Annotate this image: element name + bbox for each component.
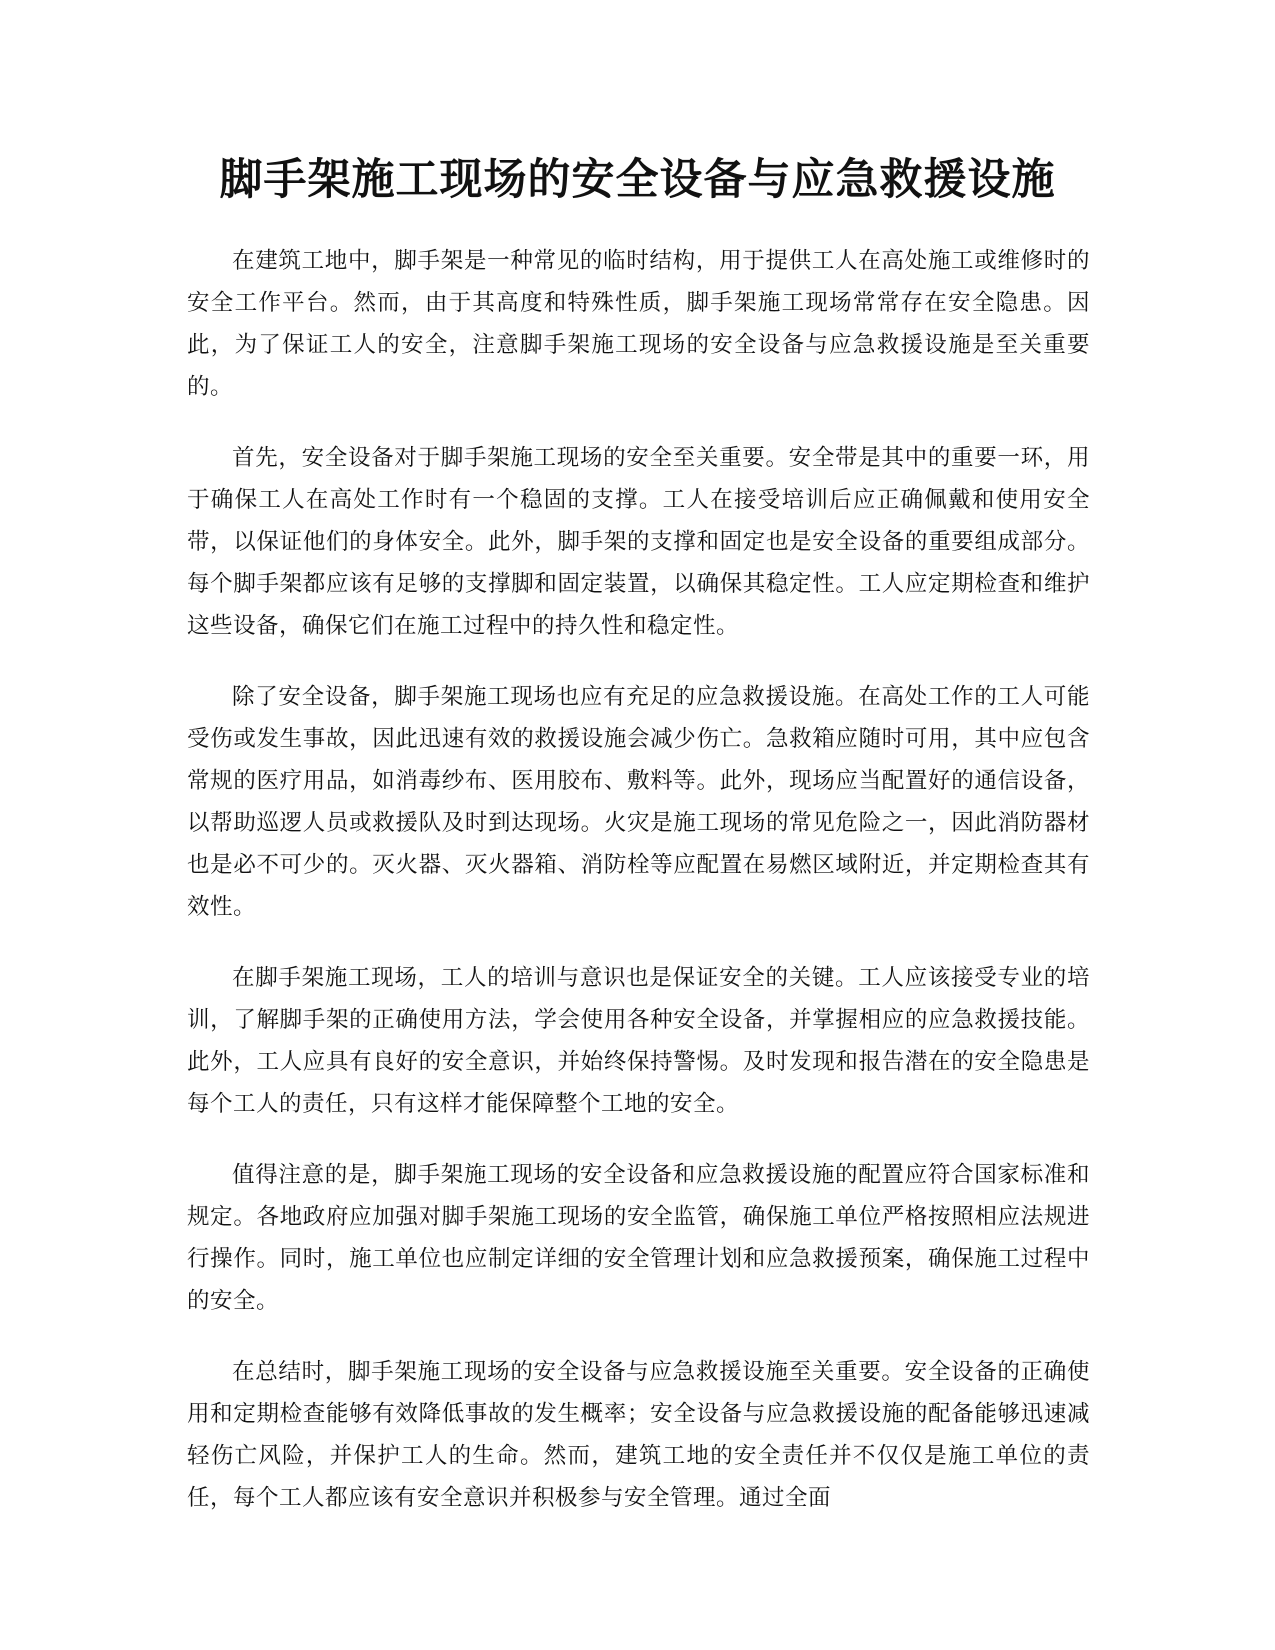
paragraph-standards-regulation: 值得注意的是，脚手架施工现场的安全设备和应急救援设施的配置应符合国家标准和规定。各地政府应加强对脚手架施工现场的安全监管，确保施工单位严格按照相应法规进行操作。同时，施工单位也应制定详细的安全管理计划和应急救援预案，确保施工过程中的安全。 <box>187 1162 1090 1314</box>
paragraph-intro: 在建筑工地中，脚手架是一种常见的临时结构，用于提供工人在高处施工或维修时的安全工作平台。然而，由于其高度和特殊性质，脚手架施工现场常常存在安全隐患。因此，为了保证工人的安全，注意脚手架施工现场的安全设备与应急救援设施是至关重要的。 <box>187 248 1090 400</box>
paragraph-emergency-facilities: 除了安全设备，脚手架施工现场也应有充足的应急救援设施。在高处工作的工人可能受伤或发生事故，因此迅速有效的救援设施会减少伤亡。急救箱应随时可用，其中应包含常规的医疗用品，如消毒纱布、医用胶布、敷料等。此外，现场应当配置好的通信设备，以帮助巡逻人员或救援队及时到达现场。火灾是施工现场的常见危险之一，因此消防器材也是必不可少的。灭火器、灭火器箱、消防栓等应配置在易燃区域附近，并定期检查其有效性。 <box>187 684 1090 920</box>
paragraph-safety-equipment: 首先，安全设备对于脚手架施工现场的安全至关重要。安全带是其中的重要一环，用于确保工人在高处工作时有一个稳固的支撑。工人在接受培训后应正确佩戴和使用安全带，以保证他们的身体安全。此外，脚手架的支撑和固定也是安全设备的重要组成部分。每个脚手架都应该有足够的支撑脚和固定装置，以确保其稳定性。工人应定期检查和维护这些设备，确保它们在施工过程中的持久性和稳定性。 <box>187 445 1090 639</box>
document-title: 脚手架施工现场的安全设备与应急救援设施 <box>219 155 1056 205</box>
paragraph-training-awareness: 在脚手架施工现场，工人的培训与意识也是保证安全的关键。工人应该接受专业的培训，了解脚手架的正确使用方法，学会使用各种安全设备，并掌握相应的应急救援技能。此外，工人应具有良好的安全意识，并始终保持警惕。及时发现和报告潜在的安全隐患是每个工人的责任，只有这样才能保障整个工地的安全。 <box>187 965 1090 1117</box>
paragraph-summary: 在总结时，脚手架施工现场的安全设备与应急救援设施至关重要。安全设备的正确使用和定期检查能够有效降低事故的发生概率；安全设备与应急救援设施的配备能够迅速减轻伤亡风险，并保护工人的生命。然而，建筑工地的安全责任并不仅仅是施工单位的责任，每个工人都应该有安全意识并积极参与安全管理。通过全面 <box>187 1359 1090 1511</box>
document-body <box>187 240 1090 1548</box>
